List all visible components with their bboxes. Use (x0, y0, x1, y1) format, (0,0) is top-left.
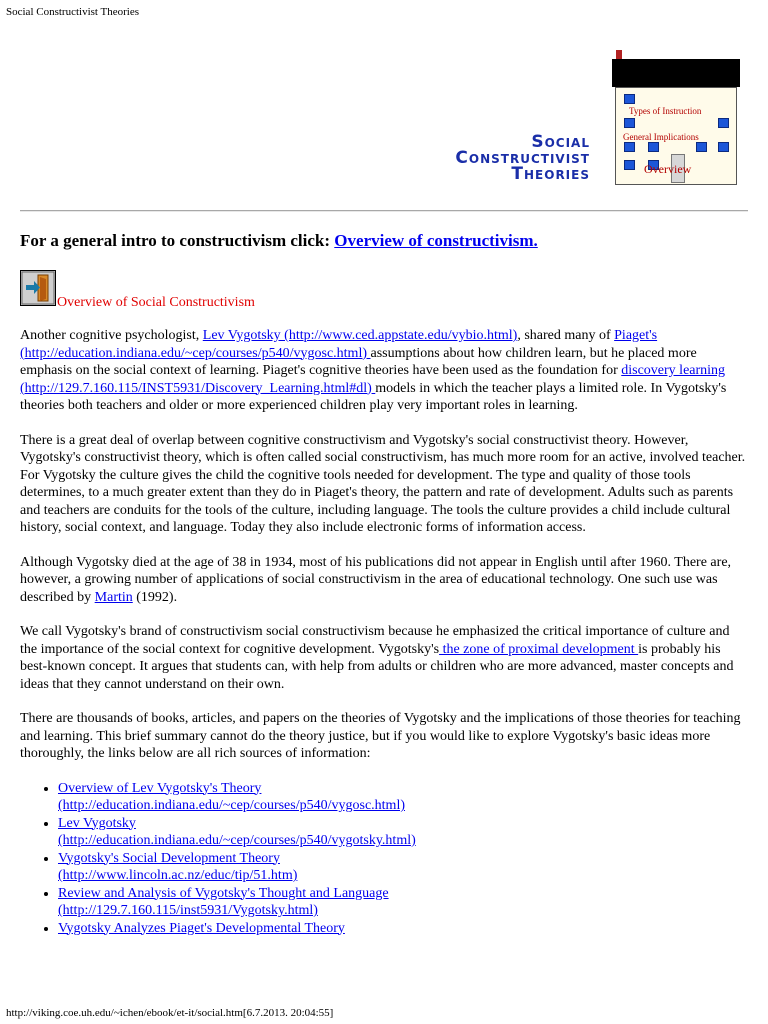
nav-general-implications[interactable]: General Implications (623, 132, 699, 142)
lev-vygotsky-link[interactable]: Lev Vygotsky (http://www.ced.appstate.edu/vybio.html) (202, 328, 518, 343)
list-item (58, 920, 750, 938)
banner-line: Constructivist (455, 148, 590, 168)
text: models in which the teacher plays a limited role. In Vygotsky's theories both teachers and older or more experienced children play very important roles in learning. (20, 380, 727, 413)
paragraph-zpd (20, 623, 750, 693)
list-item (58, 885, 750, 920)
text: Although Vygotsky died at the age of 38 in 1934, most of his publications did not appear in English until after 1960. There are, however, a growing number of applications of social constructivism in the area of educational technology. One such use was described by (20, 554, 732, 605)
resource-link[interactable]: Vygotsky's Social Development Theory (http://www.lincoln.ac.nz/educ/tip/51.htm) (58, 850, 298, 883)
window-icon (624, 160, 635, 170)
text: assumptions about how children learn, but he placed more emphasis on the social context of learning. Piaget's cognitive theories have been used as the foundation for (20, 345, 697, 378)
window-icon (696, 142, 707, 152)
nav-overview[interactable]: Overview (644, 162, 692, 176)
list-item (58, 815, 750, 850)
overview-constructivism-link[interactable]: Overview of constructivism. (334, 231, 538, 250)
paragraph-overlap: There is a great deal of overlap between cognitive constructivism and Vygotsky's social constructivist theory. However, Vygotsky's constructivist theory, which is often called social constructivism, has much more room for an active, involved teacher. For Vygotsky the culture gives the child the cognitive tools needed for development. The type and quality of those tools determines, to a much greater extent than they do in Piaget's theory, the pattern and rate of development. Adults such as parents and teachers are conduits for the tools of the culture, including language. The tools the culture provides a child include cultural history, social context, and language. Today they also include electronic forms of information access. (20, 432, 746, 535)
text: is probably his best-known concept. It argues that students can, with help from adults or children who are more advanced, master concepts and ideas that they cannot understand on their own. (20, 641, 734, 692)
roof (612, 59, 740, 87)
intro-text: For a general intro to constructivism click: (20, 231, 335, 250)
print-footer: http://viking.coe.uh.edu/~ichen/ebook/et-it/social.htm[6.7.2013. 20:04:55] (6, 1007, 334, 1019)
resource-link[interactable]: Lev Vygotsky (http://education.indiana.edu/~cep/courses/p540/vygotsky.html) (58, 815, 416, 848)
house-nav-graphic (612, 50, 740, 184)
print-header: Social Constructivist Theories (6, 6, 140, 18)
window-icon (624, 94, 635, 104)
text: Another cognitive psychologist, (20, 328, 203, 343)
window-icon (648, 142, 659, 152)
section-heading: Overview of Social Constructivism (57, 295, 255, 310)
house-wall (615, 87, 737, 185)
window-icon (718, 142, 729, 152)
list-item (58, 780, 750, 815)
resource-links-list (20, 780, 750, 938)
resource-link[interactable]: Overview of Lev Vygotsky's Theory (http://education.indiana.edu/~cep/courses/p540/vygosc.html) (58, 780, 405, 813)
list-item (58, 850, 750, 885)
text: , shared many of (517, 328, 615, 343)
paragraph-vygotsky-intro (20, 327, 750, 415)
discovery-learning-link[interactable]: discovery learning (http://129.7.160.115/INST5931/Discovery_Learning.html#dl) (20, 363, 726, 396)
window-icon (624, 142, 635, 152)
martin-link[interactable]: Martin (94, 589, 133, 605)
nav-types-of-instruction[interactable]: Types of Instruction (629, 106, 702, 116)
resource-link[interactable]: Review and Analysis of Vygotsky's Thought and Language (http://129.7.160.115/inst5931/Vygotsky.html) (58, 885, 389, 918)
piaget-link[interactable]: Piaget's (http://education.indiana.edu/~cep/courses/p540/vygosc.html) (20, 328, 658, 361)
banner-title (400, 134, 590, 182)
intro-line (20, 231, 538, 251)
window-icon (624, 118, 635, 128)
zone-proximal-development-link[interactable]: the zone of proximal development (439, 641, 639, 657)
window-icon (718, 118, 729, 128)
text: (1992). (132, 589, 178, 605)
banner-line: Social (531, 132, 590, 152)
text: We call Vygotsky's brand of constructivism social constructivism because he emphasized the critical importance of culture and the importance of the social context for cognitive development. Vygotsky's (20, 624, 730, 657)
banner-line: Theories (511, 164, 590, 184)
main-content (20, 327, 750, 937)
resource-link[interactable]: Vygotsky Analyzes Piaget's Developmental Theory (58, 920, 345, 936)
horizontal-rule (20, 210, 748, 212)
paragraph-resources: There are thousands of books, articles, and papers on the theories of Vygotsky and the implications of those theories for teaching and learning. This brief summary cannot do the theory justice, but if you would like to explore Vygotsky's basic ideas more thoroughly, the links below are all rich sources of information: (20, 711, 741, 761)
paragraph-applications (20, 554, 750, 607)
exit-door-icon[interactable] (20, 270, 56, 306)
